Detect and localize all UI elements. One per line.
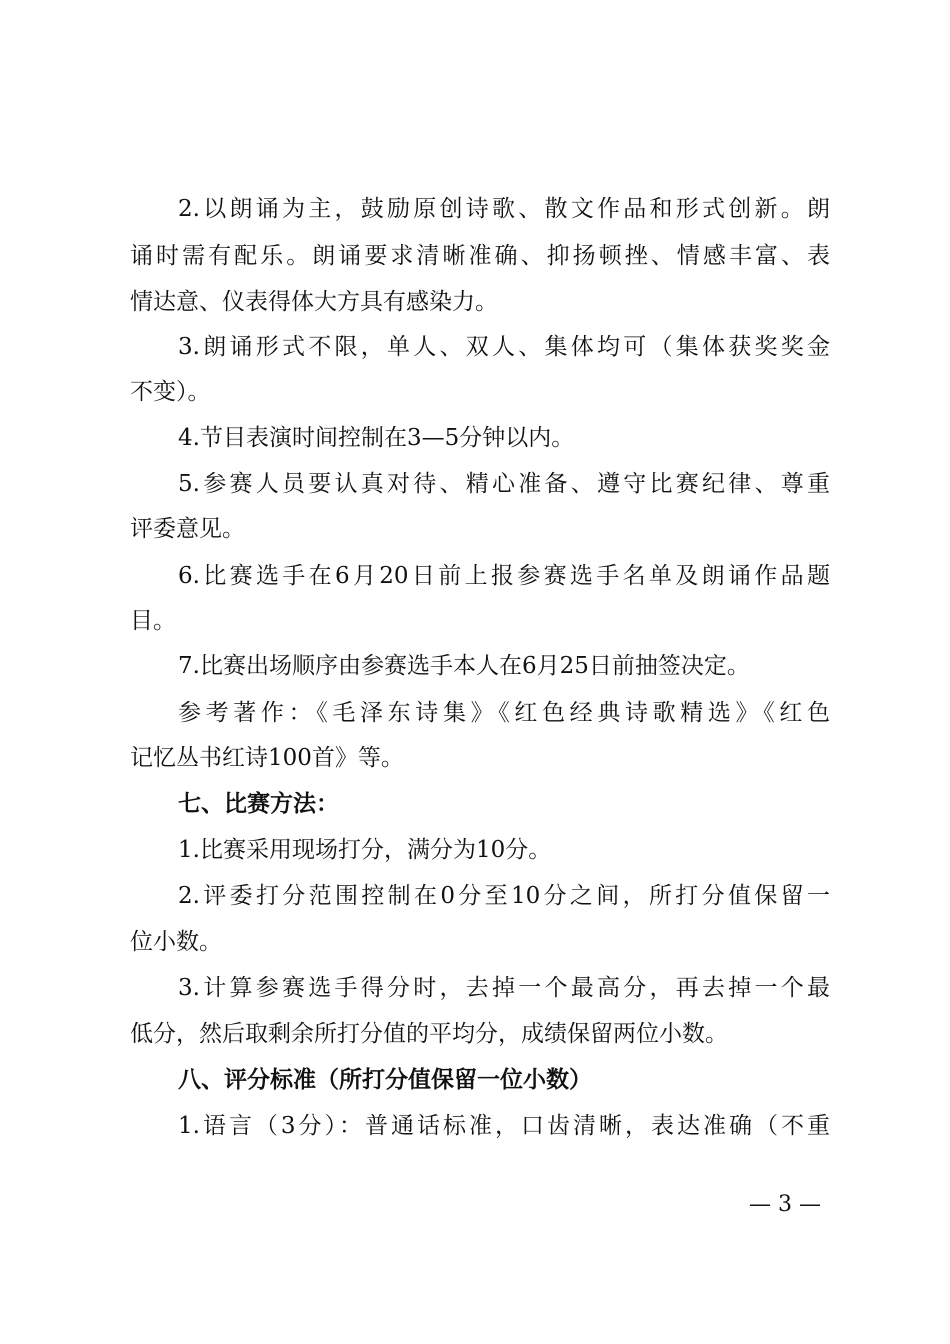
paragraph-line: 7.比赛出场顺序由参赛选手本人在6月25日前抽签决定。 <box>178 653 750 679</box>
paragraph-line: 位小数。 <box>130 929 222 955</box>
page-number: — 3 — <box>749 1192 821 1217</box>
paragraph-line: 2.评委打分范围控制在0分至10分之间，所打分值保留一 <box>178 883 830 909</box>
paragraph-line: 1.比赛采用现场打分，满分为10分。 <box>178 837 552 863</box>
section-heading: 八、评分标准（所打分值保留一位小数） <box>178 1067 592 1093</box>
paragraph-line: 目。 <box>130 608 176 634</box>
paragraph-line: 4.节目表演时间控制在3—5分钟以内。 <box>178 425 575 451</box>
paragraph-line: 参考著作：《毛泽东诗集》《红色经典诗歌精选》《红色 <box>178 700 830 726</box>
paragraph-line: 6.比赛选手在6月20日前上报参赛选手名单及朗诵作品题 <box>178 563 830 589</box>
paragraph-line: 不变）。 <box>130 379 211 405</box>
paragraph-line: 5.参赛人员要认真对待、精心准备、遵守比赛纪律、尊重 <box>178 471 830 497</box>
paragraph-line: 1.语言（3分）：普通话标准，口齿清晰，表达准确（不重 <box>178 1113 830 1139</box>
paragraph-line: 记忆丛书红诗100首》等。 <box>130 745 404 771</box>
paragraph-line: 3.计算参赛选手得分时，去掉一个最高分，再去掉一个最 <box>178 975 830 1001</box>
paragraph-line: 低分，然后取剩余所打分值的平均分，成绩保留两位小数。 <box>130 1021 728 1047</box>
section-heading: 七、比赛方法： <box>178 791 339 817</box>
paragraph-line: 3.朗诵形式不限，单人、双人、集体均可（集体获奖奖金 <box>178 334 830 360</box>
paragraph-line: 评委意见。 <box>130 516 245 542</box>
paragraph-line: 情达意、仪表得体大方具有感染力。 <box>130 289 498 315</box>
paragraph-line: 2.以朗诵为主，鼓励原创诗歌、散文作品和形式创新。朗 <box>178 196 830 222</box>
paragraph-line: 诵时需有配乐。朗诵要求清晰准确、抑扬顿挫、情感丰富、表 <box>130 243 830 269</box>
